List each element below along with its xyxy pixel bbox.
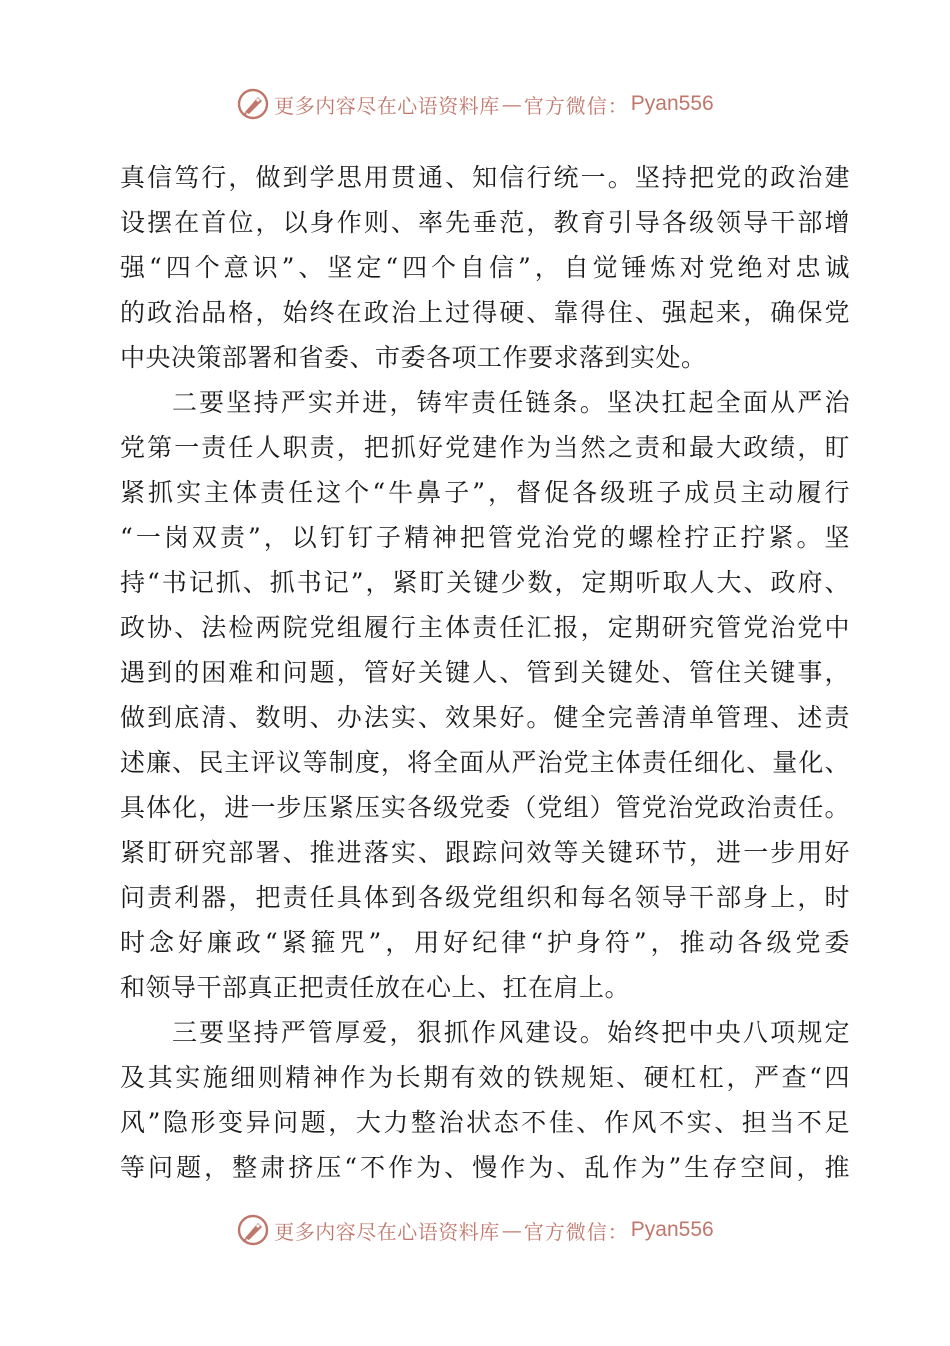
text-line: 持“书记抓、抓书记”，紧盯关键少数，定期听取人大、政府、: [120, 568, 850, 597]
text-line: 真信笃行，做到学思用贯通、知信行统一。坚持把党的政治建: [120, 163, 850, 192]
banner-brand-text: 更多内容尽在心语资料库: [274, 93, 500, 118]
text-line: 的政治品格，始终在政治上过得硬、靠得住、强起来，确保党: [120, 298, 850, 327]
text-line: 具体化，进一步压紧压实各级党委（党组）管党治党政治责任。: [120, 793, 850, 822]
banner-wechat-id: Pyan556: [630, 92, 714, 115]
text-line: 紧抓实主体责任这个“牛鼻子”，督促各级班子成员主动履行: [120, 478, 850, 507]
text-line: 设摆在首位，以身作则、率先垂范，教育引导各级领导干部增: [120, 208, 850, 237]
banner-wechat-id: Pyan556: [630, 1218, 714, 1241]
text-line: 风”隐形变异问题，大力整治状态不佳、作风不实、担当不足: [120, 1108, 850, 1137]
text-line: 紧盯研究部署、推进落实、跟踪问效等关键环节，进一步用好: [120, 838, 850, 867]
text-line: 等问题，整肃挤压“不作为、慢作为、乱作为”生存空间，推: [120, 1153, 850, 1182]
pen-nib-logo-icon: [236, 87, 270, 121]
banner-brand-text: 更多内容尽在心语资料库: [274, 1219, 500, 1244]
text-line: 时念好廉政“紧箍咒”，用好纪律“护身符”，推动各级党委: [120, 928, 850, 957]
text-line: 和领导干部真正把责任放在心上、扛在肩上。: [120, 973, 631, 1002]
banner-label: 官方微信：: [523, 1219, 629, 1244]
banner-dash: —: [501, 1218, 522, 1242]
banner-dash: —: [501, 92, 522, 116]
pen-nib-logo-icon: [236, 1213, 270, 1247]
text-line: 党第一责任人职责，把抓好党建作为当然之责和最大政绩，盯: [120, 433, 850, 462]
paragraph-first-line: 二要坚持严实并进，铸牢责任链条。坚决扛起全面从严治: [172, 388, 850, 417]
text-line: 述廉、民主评议等制度，将全面从严治党主体责任细化、量化、: [120, 748, 850, 777]
paragraph-first-line: 三要坚持严管厚爱，狠抓作风建设。始终把中央八项规定: [172, 1018, 850, 1047]
footer-banner: [0, 1208, 950, 1252]
banner-label: 官方微信：: [523, 93, 629, 118]
text-line: “一岗双责”，以钉钉子精神把管党治党的螺栓拧正拧紧。坚: [120, 523, 850, 552]
text-line: 强“四个意识”、坚定“四个自信”，自觉锤炼对党绝对忠诚: [120, 253, 850, 282]
text-line: 政协、法检两院党组履行主体责任汇报，定期研究管党治党中: [120, 613, 850, 642]
text-line: 中央决策部署和省委、市委各项工作要求落到实处。: [120, 343, 707, 372]
text-line: 及其实施细则精神作为长期有效的铁规矩、硬杠杠，严查“四: [120, 1063, 850, 1092]
header-banner: [0, 82, 950, 126]
text-line: 做到底清、数明、办法实、效果好。健全完善清单管理、述责: [120, 703, 850, 732]
document-body: [120, 155, 850, 1190]
text-line: 遇到的困难和问题，管好关键人、管到关键处、管住关键事，: [120, 658, 850, 687]
text-line: 问责利器，把责任具体到各级党组织和每名领导干部身上，时: [120, 883, 850, 912]
